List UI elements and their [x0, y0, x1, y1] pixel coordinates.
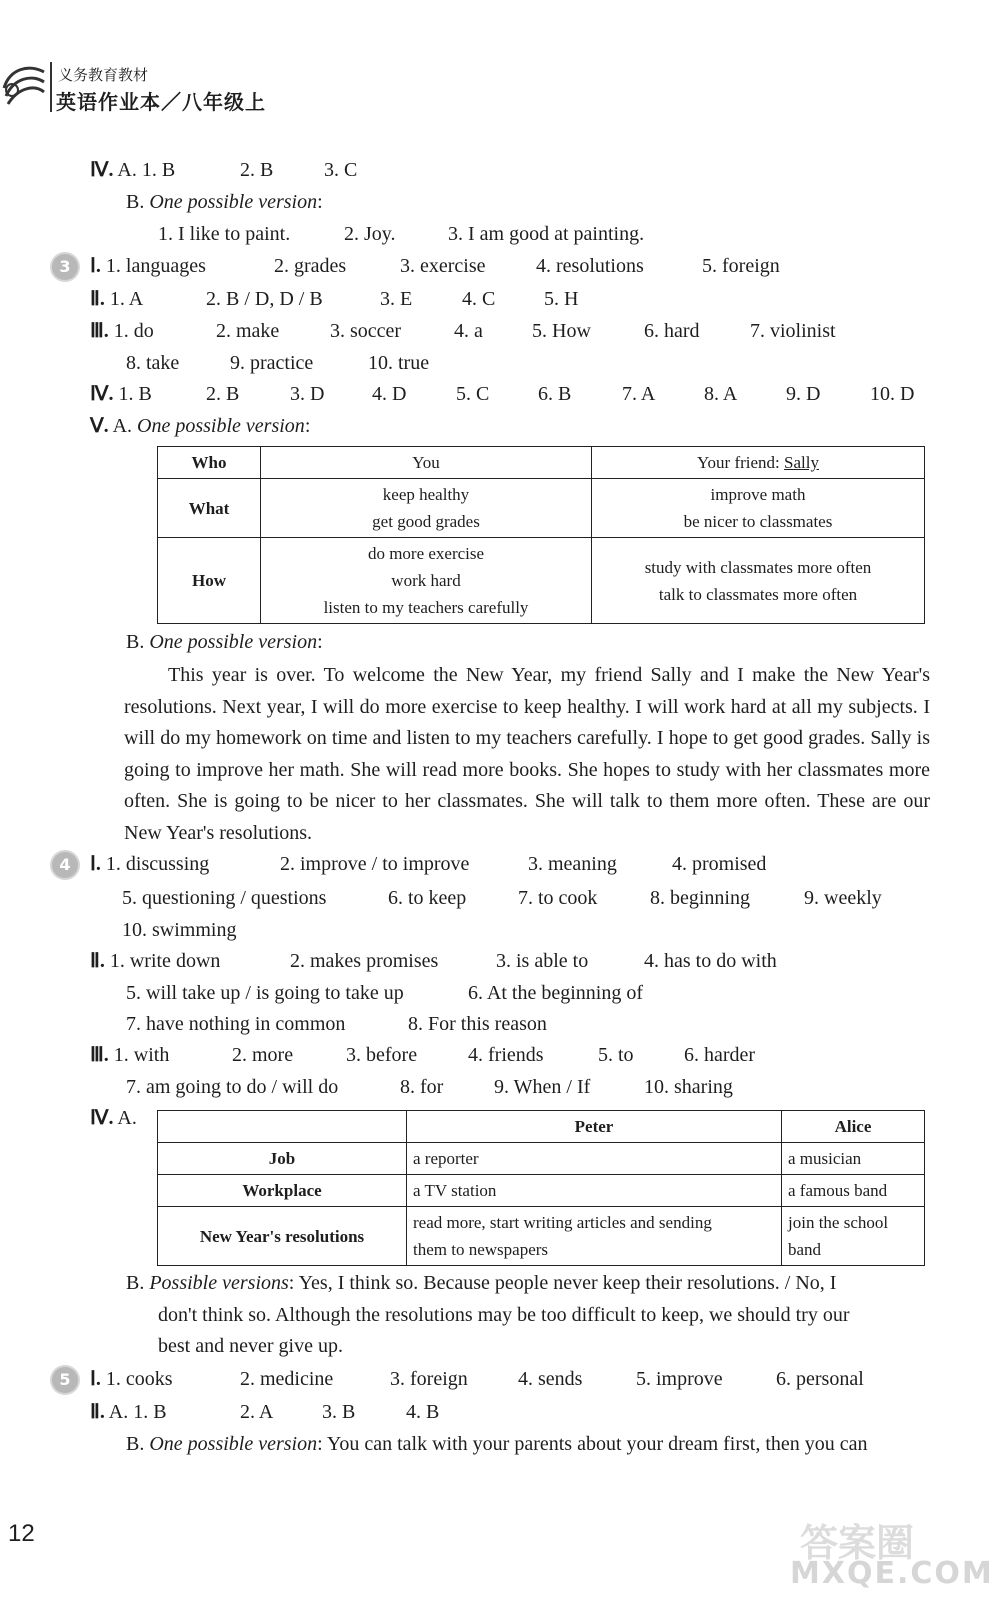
series-label: 义务教育教材 [58, 66, 149, 84]
answer: 5. questioning / questions [122, 887, 327, 909]
unit3-v-a-heading: Ⅴ. A. One possible version: [90, 415, 311, 437]
answer: 10. swimming [122, 919, 237, 941]
unit4-iv-a-heading: Ⅳ. A. [90, 1107, 137, 1129]
answer: 2. B [240, 159, 274, 181]
page-number: 12 [8, 1520, 35, 1547]
answer: 5. How [532, 320, 591, 342]
answer: 4. sends [518, 1368, 583, 1390]
answer: 2. B / D, D / B [206, 288, 323, 310]
answer: 8. take [126, 352, 180, 374]
table-row-label: Workplace [158, 1175, 407, 1207]
answer: 3. soccer [330, 320, 402, 342]
table-cell: a famous band [782, 1175, 925, 1207]
essay-paragraph: This year is over. To welcome the New Year, my friend Sally and I make the New Year's resolutions. Next year, I will do more exercise to keep healthy. I will work hard at all my subjects. I will do my homework on time and listen to my teachers carefully. I hope to get good grades. Sally is going to improve her math. She will read more books. She hopes to study with her classmates more often. She is going to be nicer to her classmates. She will talk to them more often. These are our New Year's resolutions. [124, 664, 930, 844]
answer: 2. B [206, 383, 240, 405]
unit4-i: Ⅰ. 1. discussing [90, 853, 210, 875]
answer: 6. hard [644, 320, 700, 342]
answer: 7. A [622, 383, 656, 405]
answer: 10. D [870, 383, 915, 405]
answer: 3. E [380, 288, 413, 310]
answer: 2. grades [274, 255, 347, 277]
answer: 10. true [368, 352, 430, 374]
answer: 4. resolutions [536, 255, 644, 277]
unit5-ii-b: B. One possible version: You can talk with your parents about your dream first, then you can [126, 1433, 868, 1455]
table-cell: join the school band [782, 1207, 925, 1266]
answer: 7. am going to do / will do [126, 1076, 339, 1098]
answer: 3. meaning [528, 853, 617, 875]
table-row-label: Job [158, 1143, 407, 1175]
page-header [0, 48, 996, 124]
unit3-ii: Ⅱ. 1. A [90, 288, 144, 310]
table-cell: read more, start writing articles and sending them to newspapers [407, 1207, 782, 1266]
unit5-i: Ⅰ. 1. cooks [90, 1368, 173, 1390]
book-title: 英语作业本／八年级上 [56, 90, 266, 114]
answer: 3. is able to [496, 950, 589, 972]
answer: 5. will take up / is going to take up [126, 982, 404, 1004]
table-cell: a reporter [407, 1143, 782, 1175]
answer: 5. foreign [702, 255, 780, 277]
answer: 6. harder [684, 1044, 756, 1066]
watermark-logo: 答案圈 [800, 1521, 915, 1565]
table-header: Alice [782, 1111, 925, 1143]
table-row-label: What [158, 479, 261, 538]
answer: 6. B [538, 383, 572, 405]
answer: 2. more [232, 1044, 294, 1066]
table-cell: do more exercise work hard listen to my teachers carefully [261, 538, 592, 624]
unit-badge-3: 3 [52, 254, 78, 280]
answer: 2. Joy. [344, 223, 396, 245]
answer: 4. D [372, 383, 407, 405]
answer: 2. medicine [240, 1368, 334, 1390]
answer: 4. C [462, 288, 496, 310]
career-table [157, 1110, 925, 1266]
answer: 9. When / If [494, 1076, 591, 1098]
header-divider [50, 62, 52, 112]
answer: 4. friends [468, 1044, 544, 1066]
answer: 5. C [456, 383, 490, 405]
answer: 8. beginning [650, 887, 750, 909]
answer: 7. violinist [750, 320, 836, 342]
answer: 6. to keep [388, 887, 467, 909]
publisher-logo-icon [0, 58, 48, 118]
answer: 2. A [240, 1401, 274, 1423]
answer: 3. I am good at painting. [448, 223, 645, 245]
table-cell: a musician [782, 1143, 925, 1175]
resolutions-table [157, 446, 925, 624]
unit3-iii: Ⅲ. 1. do [90, 320, 154, 342]
unit-badge-4: 4 [52, 852, 78, 878]
table-row-label: New Year's resolutions [158, 1207, 407, 1266]
unit4-iv-b: B. Possible versions: Yes, I think so. Because people never keep their resolutions. / No, I [126, 1272, 837, 1294]
answer: 8. For this reason [408, 1013, 547, 1035]
answer: 9. D [786, 383, 821, 405]
answer: 8. A [704, 383, 738, 405]
answer: 6. personal [776, 1368, 864, 1390]
table-row-label: How [158, 538, 261, 624]
answer: 4. has to do with [644, 950, 777, 972]
section-iv-b-heading: B. One possible version: [126, 191, 323, 213]
answer: 2. makes promises [290, 950, 439, 972]
answer: 5. improve [636, 1368, 723, 1390]
table-cell: improve math be nicer to classmates [592, 479, 925, 538]
unit4-ii: Ⅱ. 1. write down [90, 950, 221, 972]
answer: 4. promised [672, 853, 767, 875]
answer: 3. D [290, 383, 325, 405]
unit3-v-b-heading: B. One possible version: [126, 631, 323, 653]
table-cell: keep healthy get good grades [261, 479, 592, 538]
answer: 9. weekly [804, 887, 882, 909]
text-line: best and never give up. [158, 1335, 343, 1357]
unit5-ii-a: Ⅱ. A. 1. B [90, 1401, 167, 1423]
watermark-url: MXQE.COM [790, 1556, 994, 1591]
table-cell: study with classmates more often talk to classmates more often [592, 538, 925, 624]
unit3-iv: Ⅳ. 1. B [90, 383, 152, 405]
unit3-i: Ⅰ. 1. languages [90, 255, 206, 277]
answer: 5. H [544, 288, 579, 310]
section-iv-a: Ⅳ. A. 1. B [90, 159, 176, 181]
answer: 5. to [598, 1044, 634, 1066]
answer: 4. a [454, 320, 483, 342]
table-header: Peter [407, 1111, 782, 1143]
answer: 7. have nothing in common [126, 1013, 346, 1035]
answer: 3. B [322, 1401, 356, 1423]
answer: 8. for [400, 1076, 444, 1098]
table-header: Who [158, 447, 261, 479]
text-line: don't think so. Although the resolutions may be too difficult to keep, we should try our [158, 1304, 850, 1326]
table-cell: a TV station [407, 1175, 782, 1207]
answer: 4. B [406, 1401, 440, 1423]
table-header: You [261, 447, 592, 479]
answer: 3. C [324, 159, 358, 181]
answer: 2. make [216, 320, 280, 342]
answer: 1. I like to paint. [158, 223, 291, 245]
table-header: Your friend: Sally [592, 447, 925, 479]
answer: 3. foreign [390, 1368, 468, 1390]
answer: 10. sharing [644, 1076, 733, 1098]
unit-badge-5: 5 [52, 1367, 78, 1393]
answer: 6. At the beginning of [468, 982, 643, 1004]
answer: 3. before [346, 1044, 418, 1066]
answer: 3. exercise [400, 255, 486, 277]
answer: 2. improve / to improve [280, 853, 470, 875]
answer: 9. practice [230, 352, 314, 374]
answer: 7. to cook [518, 887, 598, 909]
unit4-iii: Ⅲ. 1. with [90, 1044, 170, 1066]
table-header [158, 1111, 407, 1143]
